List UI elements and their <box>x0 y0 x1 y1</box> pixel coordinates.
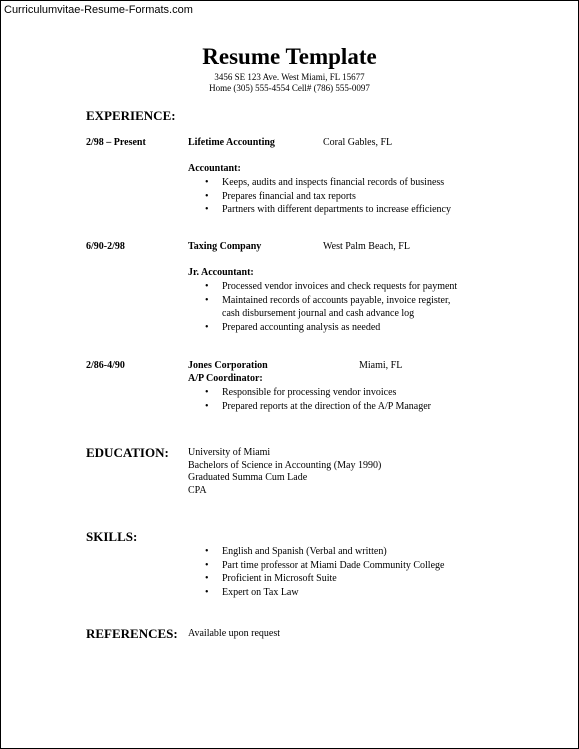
bullet-icon: • <box>205 321 209 333</box>
list-item: • Prepared reports at the direction of the A/P Manager <box>205 400 432 412</box>
contact-phones: Home (305) 555-4554 Cell# (786) 555-0097 <box>209 83 370 93</box>
list-item: • Maintained records of accounts payable, invoice register, <box>205 294 451 306</box>
list-item: cash disbursement journal and cash advance log <box>222 308 415 319</box>
job-bullet-list <box>205 280 457 334</box>
education-heading: EDUCATION: <box>86 445 169 460</box>
watermark-text: Curriculumvitae-Resume-Formats.com <box>4 4 193 16</box>
list-item: • Prepared accounting analysis as needed <box>205 321 381 333</box>
job-role: Accountant: <box>188 163 241 174</box>
job-role: Jr. Accountant: <box>188 267 254 278</box>
experience-heading: EXPERIENCE: <box>86 108 176 123</box>
job-company: Taxing Company <box>188 241 262 252</box>
contact-address: 3456 SE 123 Ave. West Miami, FL 15677 <box>214 72 365 82</box>
skills-heading: SKILLS: <box>86 529 138 544</box>
list-item: • Prepares financial and tax reports <box>205 190 356 202</box>
list-item: • Expert on Tax Law <box>205 586 299 598</box>
job-location: Coral Gables, FL <box>323 137 393 148</box>
bullet-icon: • <box>205 387 209 398</box>
job-dates: 6/90-2/98 <box>86 241 125 252</box>
bullet-icon: • <box>205 559 209 571</box>
list-item: • English and Spanish (Verbal and written) <box>205 546 387 557</box>
bullet-icon: • <box>205 546 209 557</box>
list-item: • Keeps, audits and inspects financial records of business <box>205 177 445 188</box>
job-role: A/P Coordinator: <box>188 373 263 384</box>
job-location: Miami, FL <box>359 360 403 371</box>
bullet-icon: • <box>205 281 209 292</box>
list-item: • Responsible for processing vendor invoices <box>205 387 397 398</box>
list-item: • Proficient in Microsoft Suite <box>205 573 337 584</box>
references-heading: REFERENCES: <box>86 626 178 641</box>
job-bullet-list <box>205 386 431 413</box>
bullet-icon: • <box>205 400 209 412</box>
bullet-icon: • <box>205 190 209 202</box>
bullet-icon: • <box>205 586 209 598</box>
job-location: West Palm Beach, FL <box>323 241 410 252</box>
bullet-icon: • <box>205 204 209 215</box>
education-line: Graduated Summa Cum Lade <box>188 472 308 483</box>
job-bullet-list <box>205 176 451 217</box>
skills-bullet-list <box>205 545 444 599</box>
job-company: Lifetime Accounting <box>188 137 275 148</box>
list-item: • Part time professor at Miami Dade Community College <box>205 559 445 571</box>
education-line: CPA <box>188 484 207 496</box>
education-line: University of Miami <box>188 447 271 458</box>
bullet-icon: • <box>205 177 209 188</box>
job-dates: 2/98 – Present <box>86 137 146 148</box>
education-details <box>188 447 381 497</box>
list-item: • Partners with different departments to increase efficiency <box>205 204 451 215</box>
job-dates: 2/86-4/90 <box>86 360 125 371</box>
job-company: Jones Corporation <box>188 360 268 371</box>
bullet-icon: • <box>205 573 209 584</box>
bullet-icon: • <box>205 294 209 306</box>
resume-title: Resume Template <box>202 44 377 69</box>
education-line: Bachelors of Science in Accounting (May 1990) <box>188 459 382 471</box>
references-text: Available upon request <box>188 628 281 639</box>
list-item: • Processed vendor invoices and check requests for payment <box>205 281 458 292</box>
